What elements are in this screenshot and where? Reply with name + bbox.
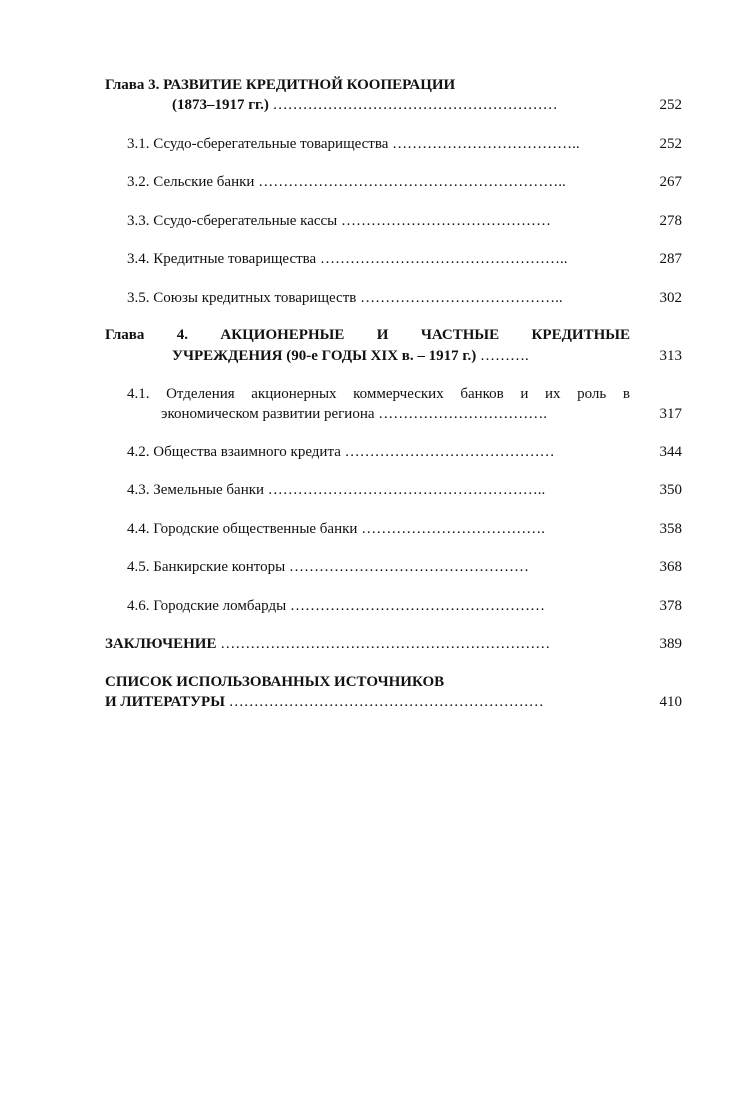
- section-4-6-leader: ……………………………………………: [289, 598, 545, 614]
- toc-section-4-1-line2[interactable]: [0, 403, 733, 425]
- toc-chapter-3-line1[interactable]: [0, 74, 733, 96]
- section-4-4-title: 4.4. Городские общественные банки: [127, 521, 358, 537]
- toc-section-3-3[interactable]: [0, 210, 733, 232]
- section-4-1-word: акционерных: [251, 386, 337, 402]
- section-4-3-leader: ………………………………………………..: [267, 482, 546, 498]
- section-4-1-word: банков: [460, 386, 504, 402]
- section-4-1-word: 4.1.: [127, 386, 150, 402]
- section-4-1-word: их: [544, 386, 561, 402]
- section-4-6-page-number: 378: [659, 598, 682, 614]
- sources-leader: ………………………………………………………: [228, 694, 544, 710]
- conclusion-page-number: 389: [659, 636, 682, 652]
- section-3-4-leader: …………………………………………..: [319, 251, 568, 267]
- sources-title-continued: И ЛИТЕРАТУРЫ: [105, 694, 225, 710]
- conclusion-title: ЗАКЛЮЧЕНИЕ: [105, 636, 217, 652]
- section-4-1-word: Отделения: [166, 386, 235, 402]
- toc-section-4-4[interactable]: [0, 518, 733, 540]
- section-4-1-word: в: [622, 386, 630, 402]
- chapter-4-word: И: [376, 327, 389, 343]
- section-4-5-page-number: 368: [659, 559, 682, 575]
- toc-section-4-5[interactable]: [0, 556, 733, 578]
- section-4-1-title: [127, 383, 630, 405]
- chapter-3-title: РАЗВИТИЕ КРЕДИТНОЙ КООПЕРАЦИИ: [163, 77, 456, 93]
- section-3-4-page-number: 287: [659, 251, 682, 267]
- chapter-4-title-continued: УЧРЕЖДЕНИЯ (90-е ГОДЫ XIX в. – 1917 г.): [172, 348, 477, 364]
- sources-title: СПИСОК ИСПОЛЬЗОВАННЫХ ИСТОЧНИКОВ: [105, 674, 445, 690]
- section-3-1-title: 3.1. Ссудо-сберегательные товарищества: [127, 136, 389, 152]
- toc-chapter-3-line2[interactable]: [0, 94, 733, 116]
- section-4-1-word: роль: [577, 386, 607, 402]
- toc-section-3-1[interactable]: [0, 133, 733, 155]
- chapter-3-leader: …………………………………………………: [272, 97, 558, 113]
- chapter-3-page-number: 252: [659, 97, 682, 113]
- section-3-3-leader: ……………………………………: [341, 213, 552, 229]
- chapter-4-word: КРЕДИТНЫЕ: [531, 327, 630, 343]
- section-3-4-title: 3.4. Кредитные товарищества: [127, 251, 317, 267]
- section-4-1-title-continued: экономическом развитии региона: [161, 406, 375, 422]
- section-4-1-page-number: 317: [659, 406, 682, 422]
- conclusion-leader: …………………………………………………………: [220, 636, 551, 652]
- sources-page-number: 410: [659, 694, 682, 710]
- section-3-2-page-number: 267: [659, 174, 682, 190]
- section-3-1-leader: ………………………………..: [392, 136, 580, 152]
- toc-section-4-6[interactable]: [0, 595, 733, 617]
- chapter-3-label: Глава 3.: [105, 77, 160, 93]
- toc-chapter-4-line1[interactable]: [0, 324, 733, 346]
- section-4-2-leader: ……………………………………: [344, 444, 555, 460]
- toc-chapter-4-line2[interactable]: [0, 345, 733, 367]
- chapter-3-heading: [105, 74, 455, 96]
- chapter-4-heading: [105, 324, 630, 346]
- section-3-3-page-number: 278: [659, 213, 682, 229]
- section-4-2-page-number: 344: [659, 444, 682, 460]
- toc-section-3-2[interactable]: [0, 171, 733, 193]
- section-3-3-title: 3.3. Ссудо-сберегательные кассы: [127, 213, 338, 229]
- section-3-2-title: 3.2. Сельские банки: [127, 174, 255, 190]
- section-4-4-page-number: 358: [659, 521, 682, 537]
- section-4-1-leader: …………………………….: [378, 406, 548, 422]
- chapter-4-word: 4.: [176, 327, 189, 343]
- section-4-6-title: 4.6. Городские ломбарды: [127, 598, 287, 614]
- toc-sources-line2[interactable]: [0, 691, 733, 713]
- section-3-1-page-number: 252: [659, 136, 682, 152]
- toc-section-4-1-line1[interactable]: [0, 383, 733, 405]
- chapter-4-leader: ……….: [480, 348, 529, 364]
- section-4-2-title: 4.2. Общества взаимного кредита: [127, 444, 341, 460]
- section-4-1-word: коммерческих: [353, 386, 444, 402]
- section-4-3-page-number: 350: [659, 482, 682, 498]
- toc-section-3-5[interactable]: [0, 287, 733, 309]
- section-4-5-title: 4.5. Банкирские конторы: [127, 559, 286, 575]
- section-3-2-leader: ……………………………………………………..: [258, 174, 566, 190]
- section-4-4-leader: ……………………………….: [361, 521, 545, 537]
- chapter-3-years: (1873–1917 гг.): [172, 97, 269, 113]
- section-4-5-leader: …………………………………………: [288, 559, 529, 575]
- chapter-4-word: Глава: [105, 327, 145, 343]
- chapter-4-word: ЧАСТНЫЕ: [420, 327, 500, 343]
- chapter-4-page-number: 313: [659, 348, 682, 364]
- section-3-5-leader: …………………………………..: [360, 290, 563, 306]
- section-4-3-title: 4.3. Земельные банки: [127, 482, 265, 498]
- section-3-5-title: 3.5. Союзы кредитных товариществ: [127, 290, 357, 306]
- toc-section-4-3[interactable]: [0, 479, 733, 501]
- toc-sources-line1[interactable]: [0, 671, 733, 693]
- toc-section-4-2[interactable]: [0, 441, 733, 463]
- section-4-1-word: и: [520, 386, 529, 402]
- section-3-5-page-number: 302: [659, 290, 682, 306]
- toc-conclusion[interactable]: [0, 633, 733, 655]
- toc-section-3-4[interactable]: [0, 248, 733, 270]
- chapter-4-word: АКЦИОНЕРНЫЕ: [220, 327, 345, 343]
